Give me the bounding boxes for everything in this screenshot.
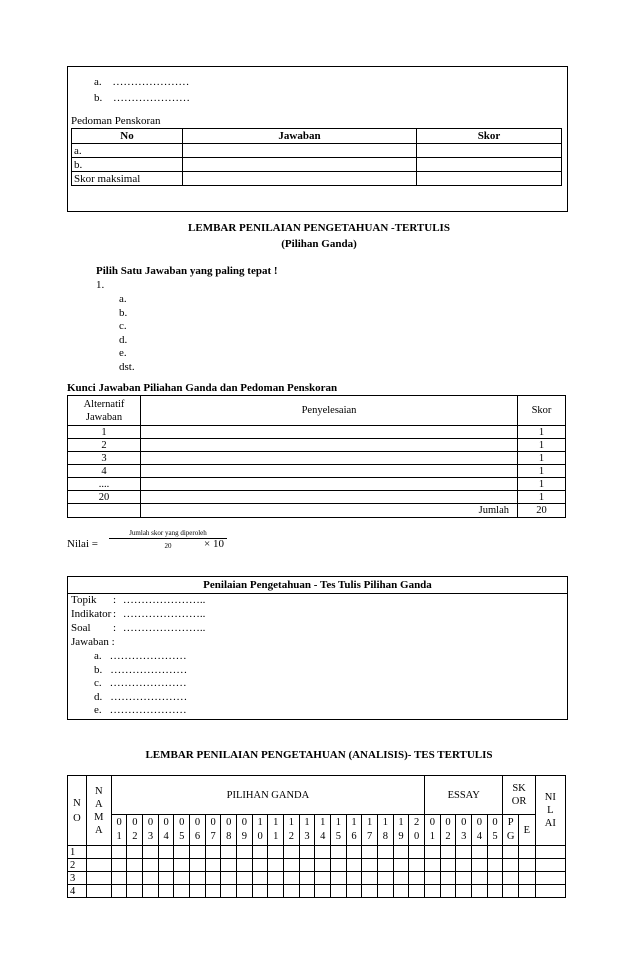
table-cell[interactable]: [331, 872, 347, 885]
table-cell[interactable]: [393, 885, 409, 898]
table-cell[interactable]: [284, 846, 300, 859]
table-cell[interactable]: [111, 885, 127, 898]
pg-column-header: 0 5: [174, 815, 190, 846]
jumlah-label: Jumlah: [141, 504, 518, 518]
header-pilihan-ganda: PILIHAN GANDA: [111, 776, 424, 815]
option-item: b.: [119, 306, 128, 319]
header-essay: ESSAY: [425, 776, 503, 815]
jawaban-label: Jawaban :: [71, 636, 115, 648]
table-cell[interactable]: [519, 872, 536, 885]
field-topik: Topik : …………………..: [71, 594, 206, 606]
table-row: [68, 872, 566, 885]
option-item: e.: [119, 347, 127, 359]
pg-column-header: 0 4: [158, 815, 174, 846]
table-cell[interactable]: [237, 885, 253, 898]
table-cell[interactable]: [158, 872, 174, 885]
table-cell[interactable]: [362, 846, 378, 859]
table-cell[interactable]: [362, 885, 378, 898]
table-cell[interactable]: [252, 846, 268, 859]
skor-pg-header: P G: [503, 815, 519, 846]
row-skor: 1: [518, 465, 566, 478]
option-item: e. …………………: [94, 704, 187, 716]
table-cell[interactable]: [284, 872, 300, 885]
pg-column-header: 1 4: [315, 815, 331, 846]
table-cell[interactable]: [268, 859, 284, 872]
table-cell[interactable]: [331, 846, 347, 859]
option-item: dst.: [119, 360, 135, 373]
table-cell[interactable]: [174, 859, 190, 872]
table-cell[interactable]: [440, 859, 456, 872]
table-cell[interactable]: [205, 885, 221, 898]
row-label: a.: [72, 144, 183, 158]
essay-item-a: a. …………………: [94, 76, 190, 88]
pg-column-header: 0 1: [111, 815, 127, 846]
pg-column-header: 0 2: [127, 815, 143, 846]
table-cell[interactable]: [252, 859, 268, 872]
table-row: [68, 885, 566, 898]
table-cell[interactable]: [111, 859, 127, 872]
pg-column-header: 0 7: [205, 815, 221, 846]
option-item: c.: [119, 320, 127, 332]
table-cell[interactable]: [143, 846, 159, 859]
pg-column-header: 1 3: [299, 815, 315, 846]
table-cell[interactable]: [190, 846, 206, 859]
table-cell[interactable]: [143, 885, 159, 898]
header-skor: Skor: [417, 129, 562, 144]
table-cell[interactable]: [503, 859, 519, 872]
row-no: 20: [68, 491, 141, 504]
table-cell[interactable]: [315, 859, 331, 872]
table-cell[interactable]: [346, 885, 362, 898]
analisis-title: LEMBAR PENILAIAN PENGETAHUAN (ANALISIS)- TES TERTULIS: [145, 749, 493, 761]
pg-column-header: 1 6: [346, 815, 362, 846]
skor-e-header: E: [519, 815, 536, 846]
row-number: 2: [68, 859, 87, 872]
option-item: d.: [119, 333, 128, 346]
table-cell[interactable]: [205, 859, 221, 872]
table-cell[interactable]: [472, 872, 488, 885]
table-cell[interactable]: [456, 846, 472, 859]
table-cell[interactable]: [409, 846, 425, 859]
table-cell[interactable]: [487, 859, 503, 872]
pg-column-header: 1 1: [268, 815, 284, 846]
row-label: b.: [72, 158, 183, 172]
essay-column-header: 0 4: [472, 815, 488, 846]
table-cell[interactable]: [205, 872, 221, 885]
row-skor: 1: [518, 452, 566, 465]
table-cell[interactable]: [299, 872, 315, 885]
pg-column-header: 0 6: [190, 815, 206, 846]
row-skor: 1: [518, 439, 566, 452]
pg-column-header: 0 9: [237, 815, 253, 846]
option-item: d. …………………: [94, 690, 188, 703]
table-cell[interactable]: [472, 885, 488, 898]
table-cell[interactable]: [456, 872, 472, 885]
row-number: 4: [68, 885, 87, 898]
table-cell[interactable]: [252, 872, 268, 885]
pg-column-header: 1 8: [377, 815, 393, 846]
option-item: c. …………………: [94, 677, 187, 689]
tes-tulis-box: [67, 576, 568, 720]
table-cell[interactable]: [487, 885, 503, 898]
row-number: 1: [68, 846, 87, 859]
header-skor: SK OR: [503, 776, 535, 815]
row-no: 1: [68, 426, 141, 439]
table-cell[interactable]: [487, 846, 503, 859]
table-cell[interactable]: [221, 846, 237, 859]
table-cell[interactable]: [190, 859, 206, 872]
table-cell[interactable]: [237, 872, 253, 885]
table-cell[interactable]: [299, 885, 315, 898]
table-cell[interactable]: [519, 859, 536, 872]
essay-column-header: 0 5: [487, 815, 503, 846]
table-cell[interactable]: [86, 859, 111, 872]
table-cell[interactable]: [456, 859, 472, 872]
pg-instruction: Pilih Satu Jawaban yang paling tepat !: [96, 265, 278, 277]
pg-column-header: 0 3: [143, 815, 159, 846]
table-cell[interactable]: [143, 859, 159, 872]
table-cell[interactable]: [86, 885, 111, 898]
table-cell[interactable]: [284, 859, 300, 872]
table-cell[interactable]: [472, 846, 488, 859]
table-cell[interactable]: [440, 846, 456, 859]
table-cell[interactable]: [86, 872, 111, 885]
pg-column-header: 0 8: [221, 815, 237, 846]
table-cell[interactable]: [268, 872, 284, 885]
header-alternatif: Alternatif Jawaban: [68, 396, 141, 426]
table-cell[interactable]: [299, 859, 315, 872]
header-skor: Skor: [518, 396, 566, 426]
table-cell[interactable]: [205, 846, 221, 859]
table-cell[interactable]: [158, 885, 174, 898]
table-cell[interactable]: [315, 885, 331, 898]
table-cell[interactable]: [190, 872, 206, 885]
row-no: ....: [68, 478, 141, 491]
row-no: 4: [68, 465, 141, 478]
table-cell[interactable]: [535, 885, 565, 898]
table-cell[interactable]: [377, 846, 393, 859]
table-cell[interactable]: [331, 859, 347, 872]
table-cell[interactable]: [237, 846, 253, 859]
table-cell[interactable]: [456, 885, 472, 898]
essay-item-b: b. …………………: [94, 92, 190, 104]
table-cell[interactable]: [393, 846, 409, 859]
row-no: 2: [68, 439, 141, 452]
row-skor: 1: [518, 491, 566, 504]
table-cell[interactable]: [221, 872, 237, 885]
table-cell[interactable]: [440, 885, 456, 898]
pedoman-table: [71, 128, 562, 186]
header-nilai: NI L AI: [535, 776, 565, 846]
table-cell[interactable]: [111, 872, 127, 885]
row-skor: 1: [518, 478, 566, 491]
formula-denominator: 20: [164, 542, 172, 550]
table-cell[interactable]: [377, 859, 393, 872]
table-cell[interactable]: [237, 859, 253, 872]
option-item: b. …………………: [94, 663, 188, 676]
header-penyelesaian: Penyelesaian: [141, 396, 518, 426]
table-cell[interactable]: [221, 885, 237, 898]
table-cell[interactable]: [346, 846, 362, 859]
table-cell[interactable]: [440, 872, 456, 885]
table-cell[interactable]: [425, 859, 441, 872]
table-cell[interactable]: [111, 846, 127, 859]
header-jawaban: Jawaban: [183, 129, 417, 144]
table-cell[interactable]: [519, 885, 536, 898]
header-nama: N A M A: [86, 776, 111, 846]
table-cell[interactable]: [425, 885, 441, 898]
table-row: [68, 846, 566, 859]
table-cell[interactable]: [362, 859, 378, 872]
formula-numerator: Jumlah skor yang diperoleh: [109, 529, 227, 539]
option-item: a.: [119, 293, 127, 305]
table-cell[interactable]: [315, 872, 331, 885]
jumlah-value: 20: [518, 504, 566, 518]
table-cell[interactable]: [393, 872, 409, 885]
pg-title: LEMBAR PENILAIAN PENGETAHUAN -TERTULIS: [188, 222, 450, 234]
table-cell[interactable]: [221, 859, 237, 872]
pg-column-header: 1 2: [284, 815, 300, 846]
essay-column-header: 0 2: [440, 815, 456, 846]
row-skor: 1: [518, 426, 566, 439]
table-cell[interactable]: [535, 859, 565, 872]
table-cell[interactable]: [346, 859, 362, 872]
box2-title: Penilaian Pengetahuan - Tes Tulis Pilihan Ganda: [203, 579, 432, 591]
table-cell[interactable]: [535, 872, 565, 885]
table-cell[interactable]: [86, 846, 111, 859]
table-cell[interactable]: [252, 885, 268, 898]
table-cell[interactable]: [503, 872, 519, 885]
table-row: [68, 859, 566, 872]
table-cell[interactable]: [127, 885, 143, 898]
table-cell[interactable]: [158, 859, 174, 872]
table-cell[interactable]: [519, 846, 536, 859]
table-cell[interactable]: [425, 846, 441, 859]
table-cell[interactable]: [127, 872, 143, 885]
kunci-title: Kunci Jawaban Piliahan Ganda dan Pedoman Penskoran: [67, 382, 338, 394]
table-cell[interactable]: [362, 872, 378, 885]
row-no: 3: [68, 452, 141, 465]
formula-lhs: Nilai =: [67, 538, 98, 550]
pg-column-header: 1 7: [362, 815, 378, 846]
row-number: 3: [68, 872, 87, 885]
pg-question-number: 1.: [96, 279, 105, 291]
table-cell[interactable]: [174, 846, 190, 859]
table-cell[interactable]: [127, 859, 143, 872]
pedoman-label: Pedoman Penskoran: [71, 115, 161, 127]
table-cell[interactable]: [409, 859, 425, 872]
table-cell[interactable]: [127, 846, 143, 859]
table-cell[interactable]: [487, 872, 503, 885]
table-cell[interactable]: [425, 872, 441, 885]
table-cell[interactable]: [409, 872, 425, 885]
option-item: a. …………………: [94, 650, 187, 662]
pg-column-header: 1 5: [331, 815, 347, 846]
pg-column-header: 2 0: [409, 815, 425, 846]
essay-column-header: 0 1: [425, 815, 441, 846]
table-cell[interactable]: [268, 885, 284, 898]
analisis-table: [67, 775, 566, 898]
table-cell[interactable]: [284, 885, 300, 898]
essay-scoring-box: [67, 66, 568, 212]
table-cell[interactable]: [409, 885, 425, 898]
table-cell[interactable]: [503, 885, 519, 898]
box2-options: [94, 650, 187, 718]
field-soal: Soal : …………………..: [71, 622, 206, 634]
field-indikator: Indikator : …………………..: [71, 608, 206, 620]
table-cell[interactable]: [535, 846, 565, 859]
header-no: No: [72, 129, 183, 144]
formula-rhs: × 10: [204, 538, 224, 550]
pg-options: [119, 293, 135, 374]
table-cell[interactable]: [299, 846, 315, 859]
essay-column-header: 0 3: [456, 815, 472, 846]
table-cell[interactable]: [393, 859, 409, 872]
table-cell[interactable]: [331, 885, 347, 898]
pg-subtitle: (Pilihan Ganda): [281, 238, 357, 250]
table-cell[interactable]: [315, 846, 331, 859]
table-cell[interactable]: [377, 872, 393, 885]
table-cell[interactable]: [190, 885, 206, 898]
table-cell[interactable]: [268, 846, 284, 859]
row-label: Skor maksimal: [72, 172, 183, 186]
table-cell[interactable]: [503, 846, 519, 859]
table-cell[interactable]: [346, 872, 362, 885]
kunci-table: [67, 395, 566, 518]
table-cell[interactable]: [174, 885, 190, 898]
pg-column-header: 1 9: [393, 815, 409, 846]
pg-column-header: 1 0: [252, 815, 268, 846]
header-no: N O: [68, 776, 87, 846]
table-cell[interactable]: [377, 885, 393, 898]
table-cell[interactable]: [158, 846, 174, 859]
table-cell[interactable]: [472, 859, 488, 872]
table-cell[interactable]: [143, 872, 159, 885]
table-cell[interactable]: [174, 872, 190, 885]
